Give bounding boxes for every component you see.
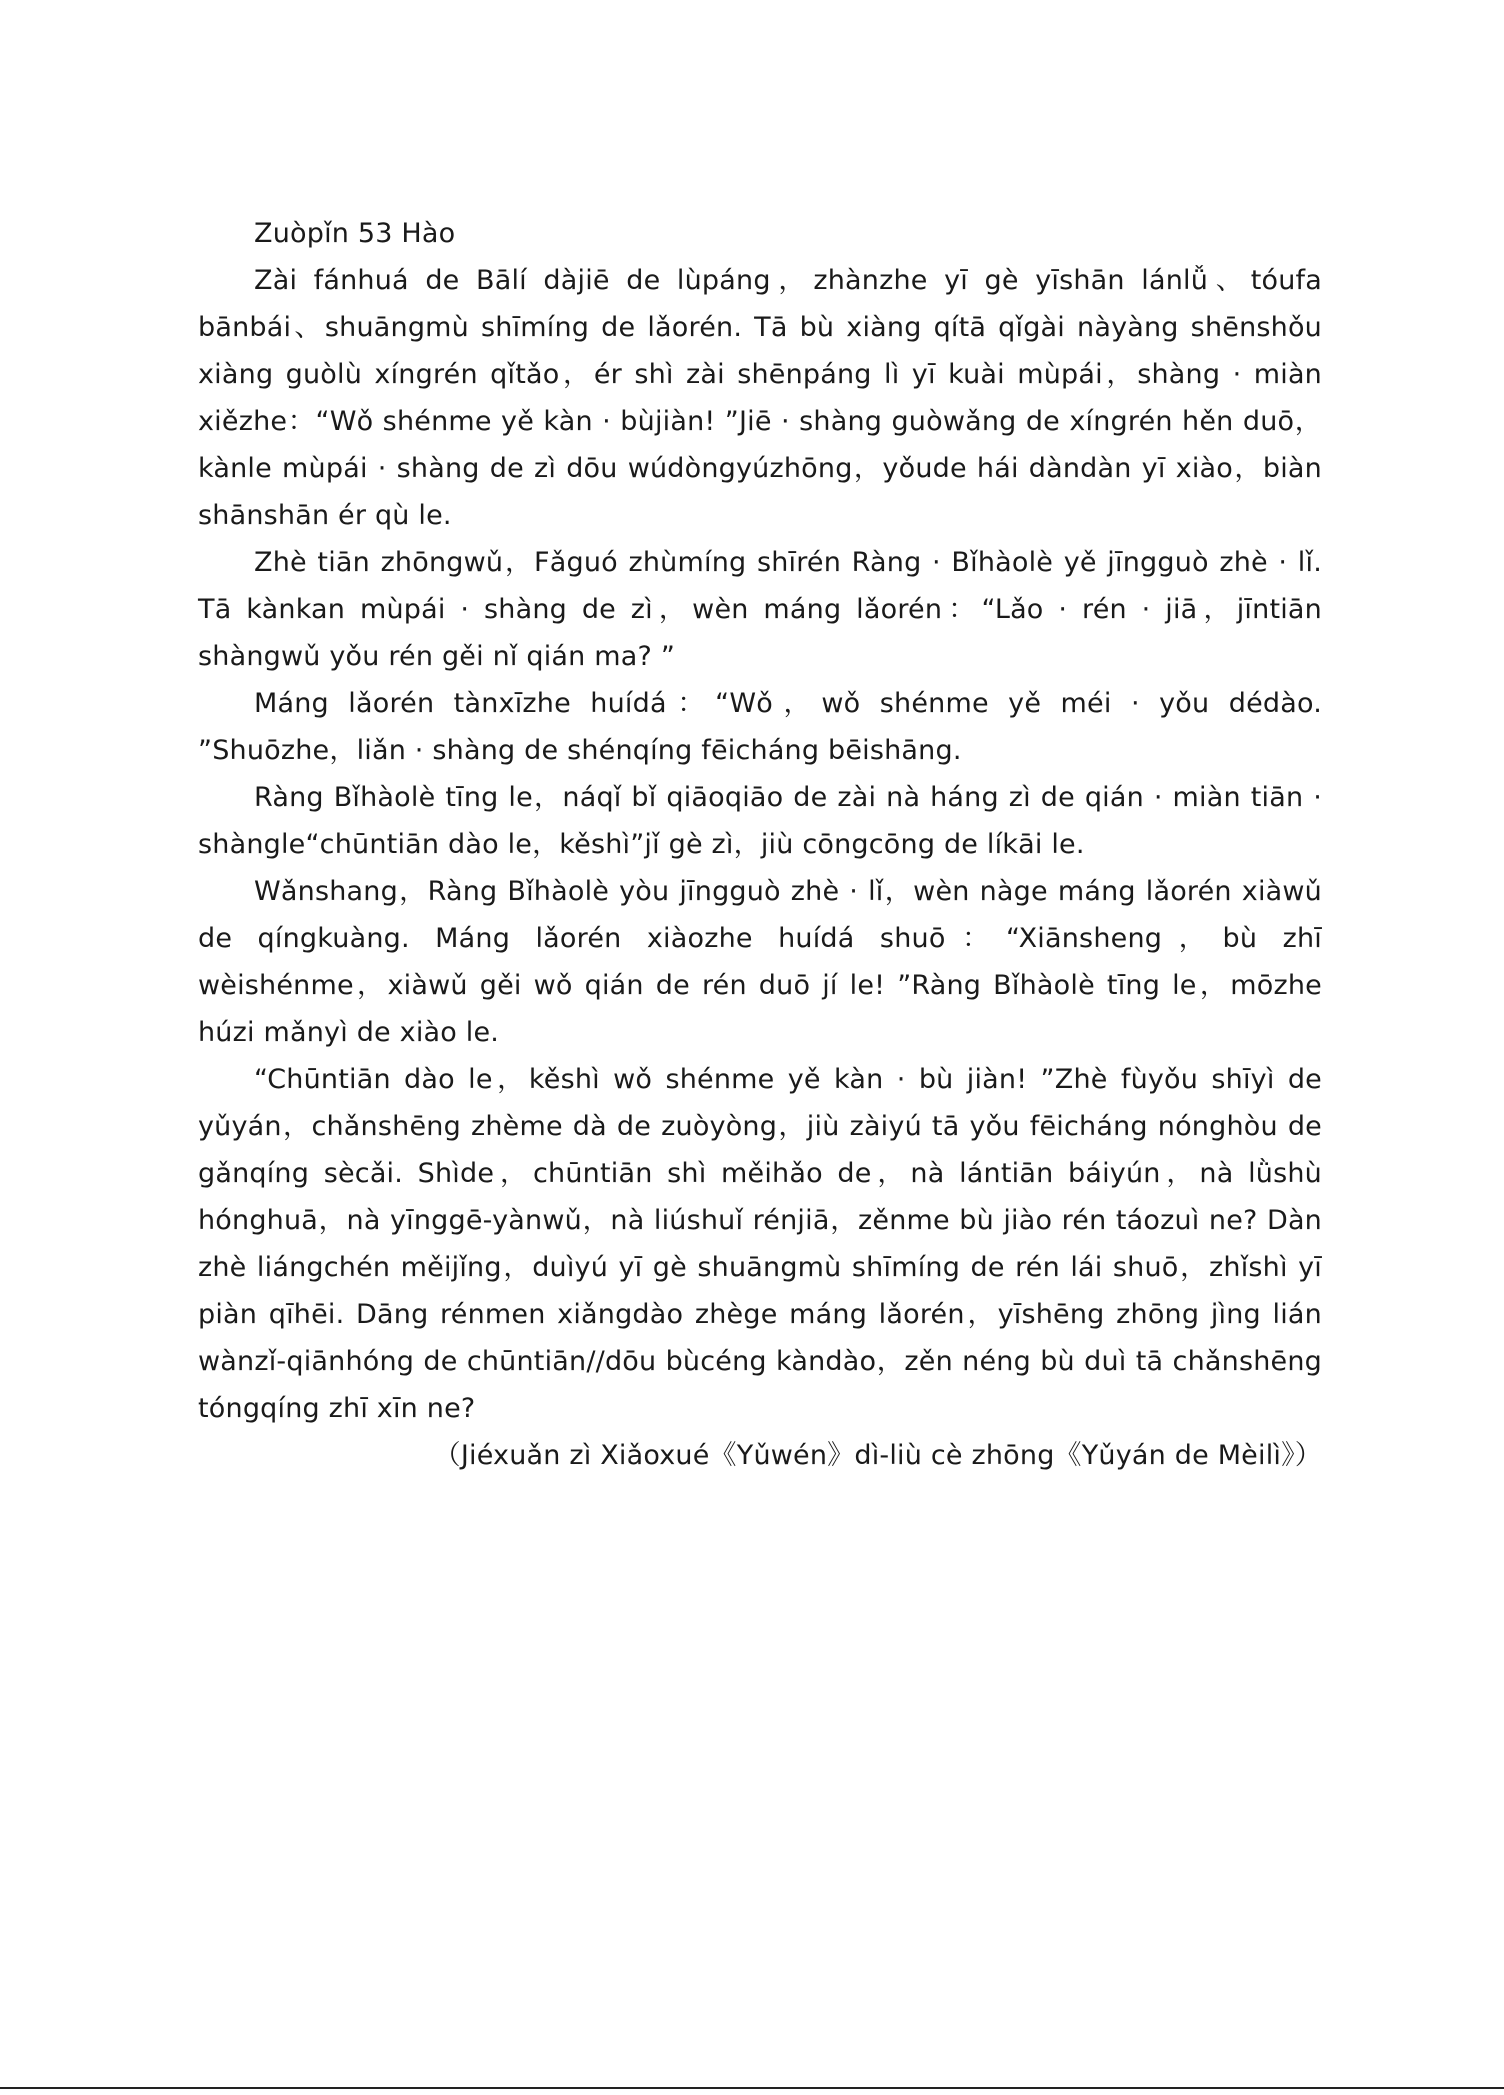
article-title: Zuòpǐn 53 Hào [254, 218, 456, 249]
bottom-border-line [0, 2087, 1504, 2089]
paragraph-4: Ràng Bǐhàolè tīng le，náqǐ bǐ qiāoqiāo de zài nà háng zì de qián · miàn tiān · shàngle“chūntiān dào le，kěshì”jǐ gè zì，jiù cōngcōng de líkāi le. [198, 782, 1322, 860]
paragraph-5: Wǎnshang，Ràng Bǐhàolè yòu jīngguò zhè · lǐ，wèn nàge máng lǎorén xiàwǔ de qíngkuàng. Máng lǎorén xiàozhe huídá shuō：“Xiānsheng，bù zhī wèishénme，xiàwǔ gěi wǒ qián de rén duō jí le! ”Ràng Bǐhàolè tīng le，mōzhe húzi mǎnyì de xiào le. [198, 876, 1322, 1048]
article-body [198, 210, 1322, 1479]
paragraph-6: “Chūntiān dào le，kěshì wǒ shénme yě kàn · bù jiàn! ”Zhè fùyǒu shīyì de yǔyán，chǎnshēng zhème dà de zuòyòng，jiù zàiyú tā yǒu fēicháng nónghòu de gǎnqíng sècǎi. Shìde，chūntiān shì měihǎo de，nà lántiān báiyún，nà lǜshù hónghuā，nà yīnggē-yànwǔ，nà liúshuǐ rénjiā，zěnme bù jiào rén táozuì ne? Dàn zhè liángchén měijǐng，duìyú yī gè shuāngmù shīmíng de rén lái shuō，zhǐshì yī piàn qīhēi. Dāng rénmen xiǎngdào zhège máng lǎorén，yīshēng zhōng jìng lián wànzǐ-qiānhóng de chūntiān//dōu bùcéng kàndào，zěn néng bù duì tā chǎnshēng tóngqíng zhī xīn ne? [198, 1064, 1322, 1424]
paragraph-2: Zhè tiān zhōngwǔ，Fǎguó zhùmíng shīrén Ràng · Bǐhàolè yě jīngguò zhè · lǐ. Tā kànkan mùpái · shàng de zì，wèn máng lǎorén：“Lǎo · rén · jiā，jīntiān shàngwǔ yǒu rén gěi nǐ qián ma? ” [198, 547, 1322, 672]
paragraph-3: Máng lǎorén tànxīzhe huídá：“Wǒ，wǒ shénme yě méi · yǒu dédào. ”Shuōzhe，liǎn · shàng de shénqíng fēicháng bēishāng. [198, 688, 1322, 766]
source-citation: （Jiéxuǎn zì Xiǎoxué《Yǔwén》dì-liù cè zhōng《Yǔyán de Mèilì》） [433, 1440, 1322, 1471]
paragraph-1: Zài fánhuá de Bālí dàjiē de lùpáng，zhànzhe yī gè yīshān lánlǚ、tóufa bānbái、shuāngmù shīmíng de lǎorén. Tā bù xiàng qítā qǐgài nàyàng shēnshǒu xiàng guòlù xíngrén qǐtǎo，ér shì zài shēnpáng lì yī kuài mùpái，shàng · miàn xiězhe：“Wǒ shénme yě kàn · bùjiàn! ”Jiē · shàng guòwǎng de xíngrén hěn duō，kànle mùpái · shàng de zì dōu wúdòngyúzhōng，yǒude hái dàndàn yī xiào，biàn shānshān ér qù le. [198, 265, 1322, 531]
